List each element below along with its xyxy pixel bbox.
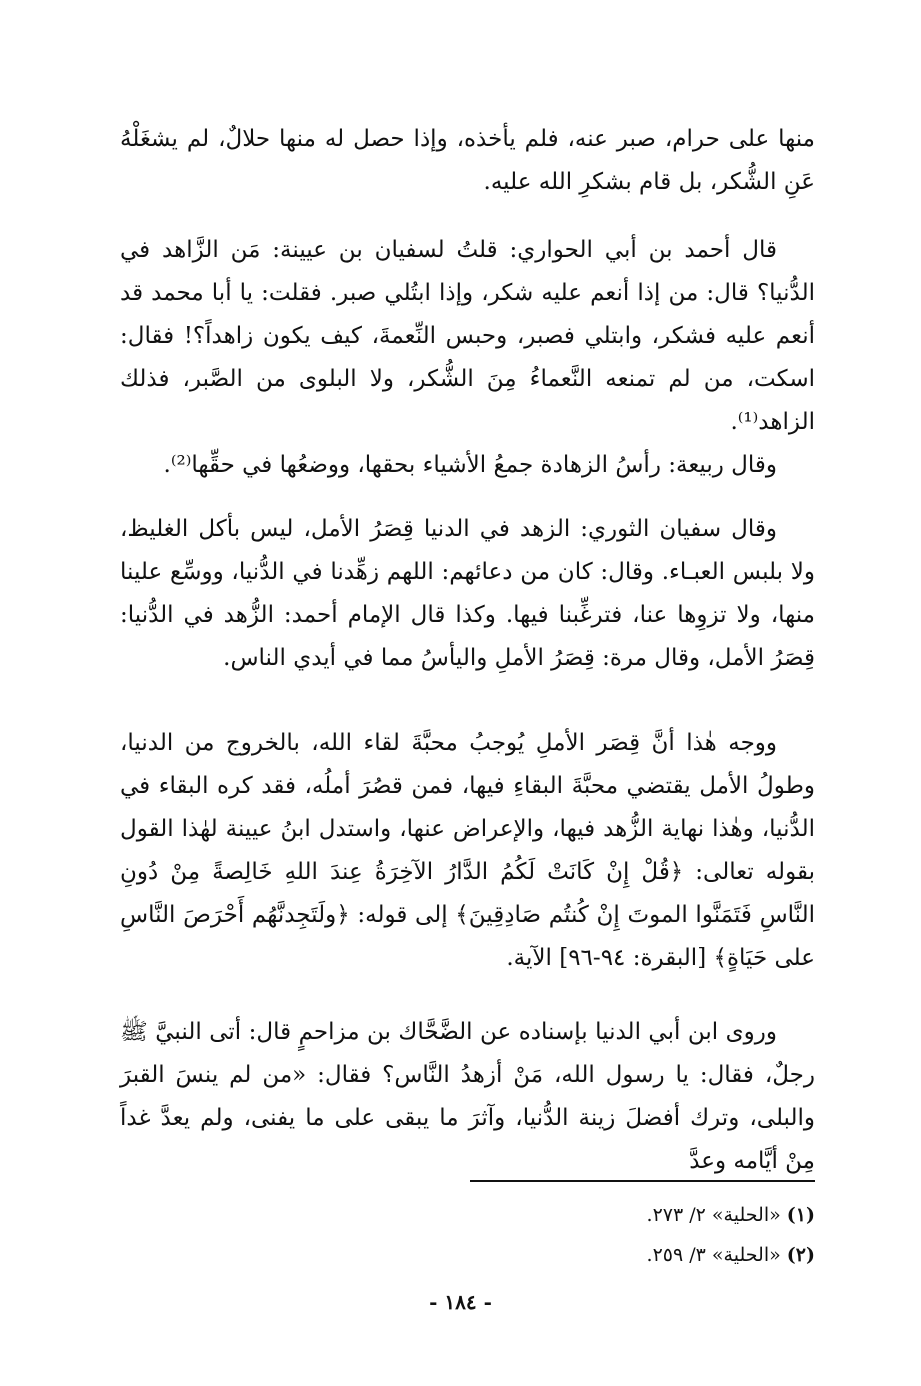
paragraph-3: وقال ربيعة: رأسُ الزهادة جمعُ الأشياء بحقها، ووضعُها في حقِّها⁽²⁾. bbox=[163, 452, 777, 478]
paragraph-5: ووجه هٰذا أنَّ قِصَر الأملِ يُوجبُ محبَّةَ لقاء الله، بالخروج من الدنيا، وطولُ الأمل يقتضي محبَّةَ البقاءِ فيها، فمن قصُرَ أملُه، فقد كره البقاء في الدُّنيا، وهٰذا نهاية الزُّهد فيها، والإعراض عنها، واستدل ابنُ عيينة لهٰذا القول بقوله تعالى: ﴿قُلْ إِنْ كَانَتْ لَكُمُ الدَّارُ الآخِرَةُ عِندَ اللهِ خَالِصةً مِنْ دُونِ النَّاسِ فَتَمَنَّوا الموتَ إِنْ كُنتُم صَادِقِينَ﴾ إلى قوله: ﴿ولَتَجِدنَّهُم أَحْرَصَ النَّاسِ على حَيَاةٍ﴾ [البقرة: ٩٤-٩٦] الآية. bbox=[120, 730, 815, 971]
page-number: - ١٨٤ - bbox=[429, 1290, 492, 1314]
footnote-2 bbox=[647, 1238, 815, 1272]
footnote-separator bbox=[470, 1180, 815, 1182]
footnote-text: «الحلية» ٣/ ٢٥٩. bbox=[646, 1244, 781, 1266]
footnote-number: (٢) bbox=[786, 1244, 815, 1266]
paragraph-1: منها على حرام، صبر عنه، فلم يأخذه، وإذا حصل له منها حلالٌ، لم يشغَلْهُ عَنِ الشُّكر، بل قام بشكرِ الله عليه. bbox=[120, 126, 815, 195]
footnote-1 bbox=[647, 1198, 815, 1232]
paragraph-4: وقال سفيان الثوري: الزهد في الدنيا قِصَرُ الأمل، ليس بأكل الغليظ، ولا بلبس العبـاء. وقال: كان من دعائهم: اللهم زهِّدنا في الدُّنيا، ووسِّع علينا منها، ولا تزوِها عنا، فترغِّبنا فيها. وكذا قال الإمام أحمد: الزُّهد في الدُّنيا: قِصَرُ الأمل، وقال مرة: قِصَرُ الأملِ واليأسُ مما في أيدي الناس. bbox=[120, 516, 815, 671]
paragraph-6: وروى ابن أبي الدنيا بإسناده عن الضَّحَّاك بن مزاحمٍ قال: أتى النبيَّ ﷺ رجلٌ، فقال: يا رسول الله، مَنْ أزهدُ النَّاس؟ فقال: «من لم ينسَ القبرَ والبلى، وترك أفضلَ زينة الدُّنيا، وآثرَ ما يبقى على ما يفنى، ولم يعدَّ غداً مِنْ أيَّامه وعدَّ bbox=[120, 1019, 815, 1174]
footnote-number: (١) bbox=[786, 1204, 815, 1226]
footnote-text: «الحلية» ٢/ ٢٧٣. bbox=[646, 1204, 781, 1226]
paragraph-2: قال أحمد بن أبي الحواري: قلتُ لسفيان بن عيينة: مَن الزَّاهد في الدُّنيا؟ قال: من إذا أنعم عليه شكر، وإذا ابتُلي صبر. فقلت: يا أبا محمد قد أنعم عليه فشكر، وابتلي فصبر، وحبس النِّعمةَ، كيف يكون زاهداً؟! فقال: اسكت، من لم تمنعه النَّعماءُ مِنَ الشُّكر، ولا البلوى من الصَّبر، فذلك الزاهد⁽¹⁾. bbox=[120, 237, 815, 435]
